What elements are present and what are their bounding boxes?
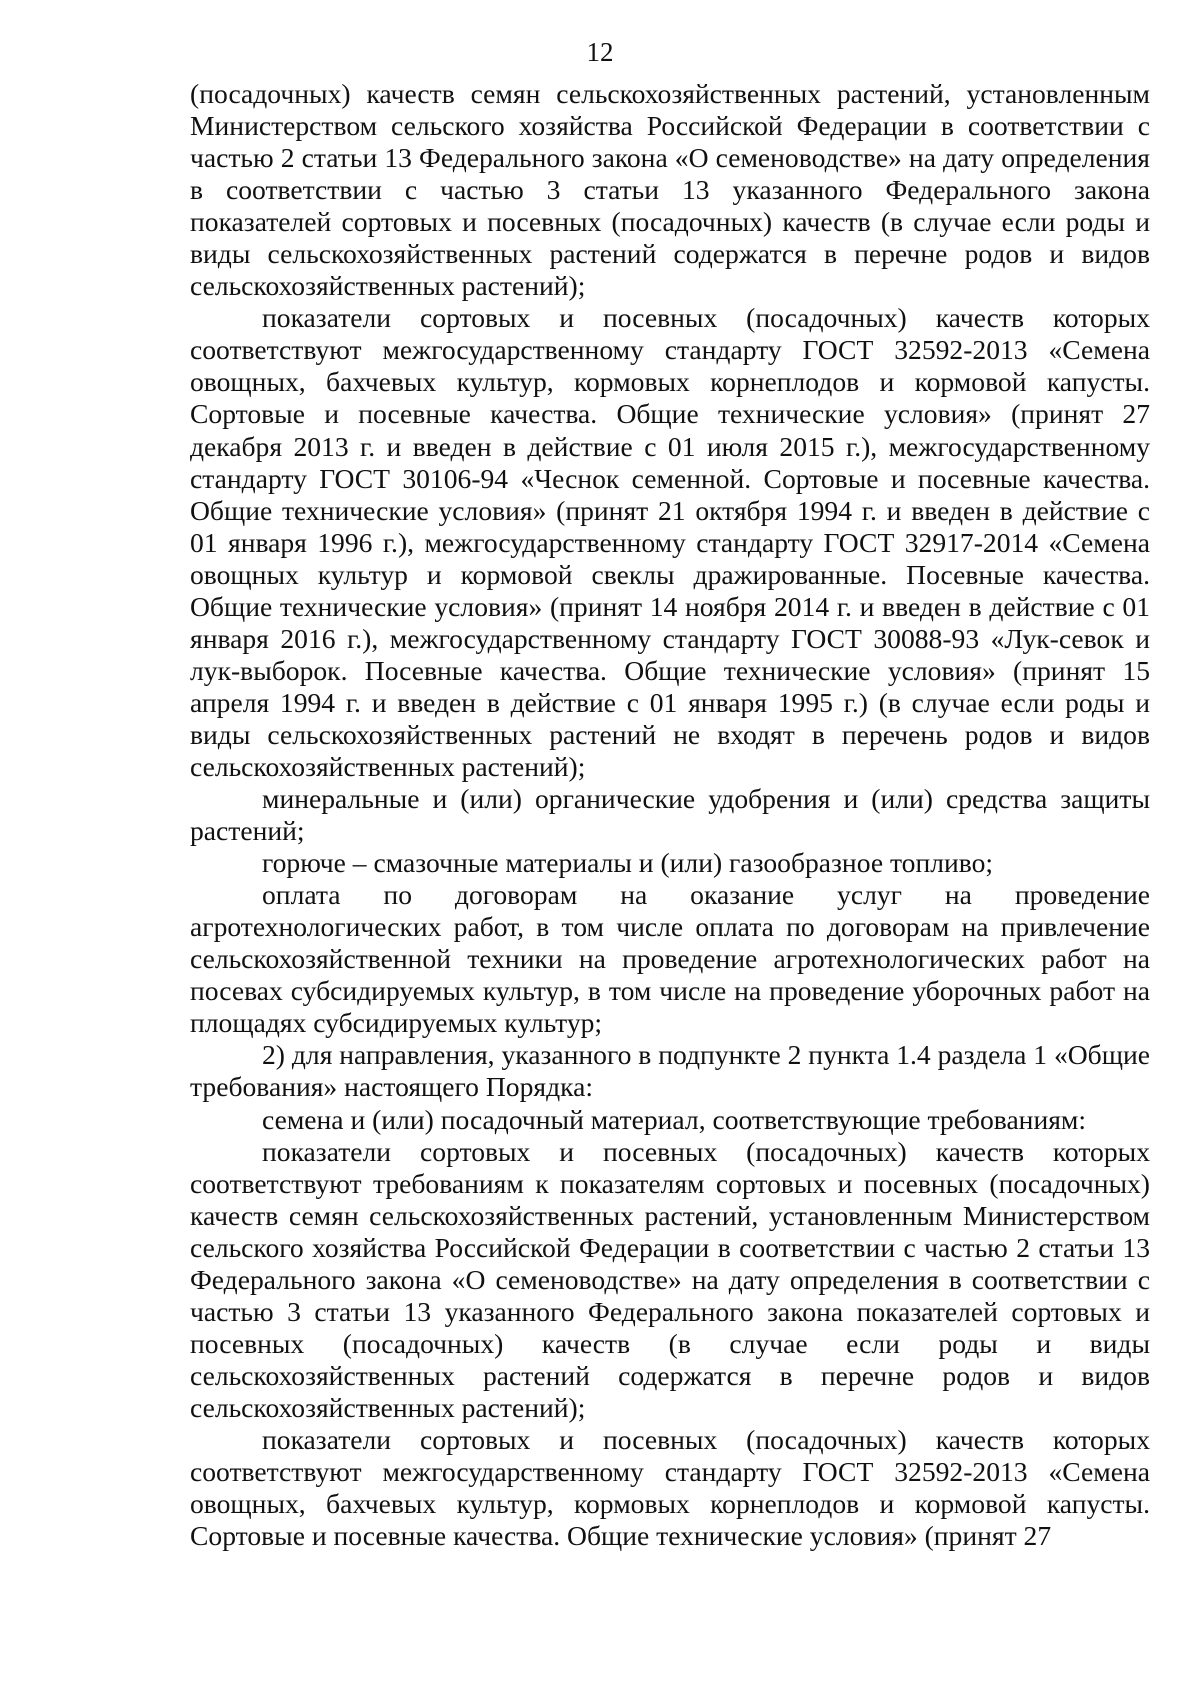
- paragraph-5: оплата по договорам на оказание услуг на проведение агротехнологических работ, в том числе оплата по договорам на привлечение сельскохозяйственной техники на проведение агротехнологических работ на посевах субсидируемых культур, в том числе на проведение уборочных работ на площадях субсидируемых культур;: [190, 879, 1150, 1039]
- paragraph-9: показатели сортовых и посевных (посадочных) качеств которых соответствуют межгосударственному стандарту ГОСТ 32592-2013 «Семена овощных, бахчевых культур, кормовых корнеплодов и кормовой капусты. Сортовые и посевные качества. Общие технические условия» (принят 27: [190, 1423, 1150, 1552]
- document-body: [190, 78, 1150, 1552]
- paragraph-2: показатели сортовых и посевных (посадочных) качеств которых соответствуют межгосударственному стандарту ГОСТ 32592-2013 «Семена овощных, бахчевых культур, кормовых корнеплодов и кормовой капусты. Сортовые и посевные качества. Общие технические условия» (принят 27 декабря 2013 г. и введен в действие с 01 июля 2015 г.), межгосударственному стандарту ГОСТ 30106-94 «Чеснок семенной. Сортовые и посевные качества. Общие технические условия» (принят 21 октября 1994 г. и введен в действие с 01 января 1996 г.), межгосударственному стандарту ГОСТ 32917-2014 «Семена овощных культур и кормовой свеклы дражированные. Посевные качества. Общие технические условия» (принят 14 ноября 2014 г. и введен в действие с 01 января 2016 г.), межгосударственному стандарту ГОСТ 30088-93 «Лук-севок и лук-выборок. Посевные качества. Общие технические условия» (принят 15 апреля 1994 г. и введен в действие с 01 января 1995 г.) (в случае если роды и виды сельскохозяйственных растений не входят в перечень родов и видов сельскохозяйственных растений);: [190, 302, 1150, 782]
- paragraph-7: семена и (или) посадочный материал, соответствующие требованиям:: [262, 1103, 1087, 1135]
- paragraph-1: (посадочных) качеств семян сельскохозяйственных растений, установленным Министерством сельского хозяйства Российской Федерации в соответствии с частью 2 статьи 13 Федерального закона «О семеноводстве» на дату определения в соответствии с частью 3 статьи 13 указанного Федерального закона показателей сортовых и посевных (посадочных) качеств (в случае если роды и виды сельскохозяйственных растений содержатся в перечне родов и видов сельскохозяйственных растений);: [190, 78, 1150, 302]
- paragraph-8: показатели сортовых и посевных (посадочных) качеств которых соответствуют требованиям к показателям сортовых и посевных (посадочных) качеств семян сельскохозяйственных растений, установленным Министерством сельского хозяйства Российской Федерации в соответствии с частью 2 статьи 13 Федерального закона «О семеноводстве» на дату определения в соответствии с частью 3 статьи 13 указанного Федерального закона показателей сортовых и посевных (посадочных) качеств (в случае если роды и виды сельскохозяйственных растений содержатся в перечне родов и видов сельскохозяйственных растений);: [190, 1135, 1150, 1423]
- paragraph-6: 2) для направления, указанного в подпункте 2 пункта 1.4 раздела 1 «Общие требования» настоящего Порядка:: [190, 1039, 1150, 1103]
- paragraph-3: минеральные и (или) органические удобрения и (или) средства защиты растений;: [190, 783, 1150, 847]
- paragraph-4: горюче – смазочные материалы и (или) газообразное топливо;: [262, 847, 994, 879]
- page-number: 12: [586, 37, 614, 67]
